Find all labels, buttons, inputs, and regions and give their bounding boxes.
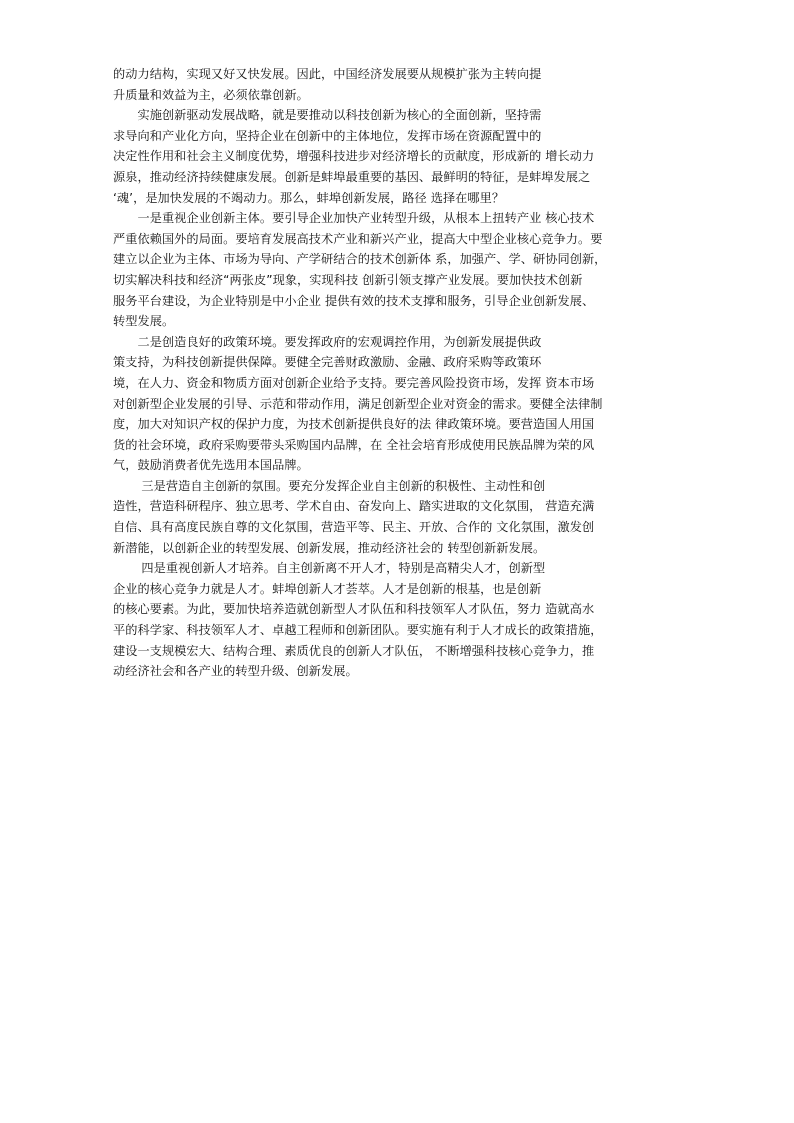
text-line: 自信、具有高度民族自尊的文化氛围，营造平等、民主、开放、合作的 文化氛围，激发创 <box>113 520 595 535</box>
text-line: 二是创造良好的政策环境。要发挥政府的宏观调控作用，为创新发展提供政 <box>113 334 542 349</box>
text-line: 建立以企业为主体、市场为导向、产学研结合的技术创新体 系，加强产、学、研协同创新， <box>113 252 607 267</box>
text-line: 切实解决科技和经济“两张皮”现象，实现科技 创新引领支撑产业发展。要加快技术创新 <box>113 272 583 287</box>
text-line: 平的科学家、科技领军人才、卓越工程师和创新团队。要实施有利于人才成长的政策措施， <box>113 623 603 638</box>
text-line: 企业的核心竞争力就是人才。蚌埠创新人才荟萃。人才是创新的根基，也是创新 <box>113 581 542 596</box>
text-line: 严重依赖国外的局面。要培育发展高技术产业和新兴产业，提高大中型企业核心竞争力。要 <box>113 231 603 246</box>
text-line: ‘魂’，是加快发展的不竭动力。那么，蚌埠创新发展，路径 选择在哪里？ <box>113 190 505 205</box>
text-line: 升质量和效益为主，必须依靠创新。 <box>113 87 309 102</box>
text-line: 源泉，推动经济持续健康发展。创新是蚌埠最重要的基因、最鲜明的特征，是蚌埠发展之 <box>113 169 591 184</box>
text-line: 新潜能，以创新企业的转型发展、创新发展，推动经济社会的 转型创新新发展。 <box>113 540 546 555</box>
text-line: 度，加大对知识产权的保护力度，为技术创新提供良好的法 律政策环境。要营造国人用国 <box>113 417 595 432</box>
text-line: 的动力结构，实现又好又快发展。因此，中国经济发展要从规模扩张为主转向提 <box>113 67 542 81</box>
text-line: 服务平台建设，为企业特别是中小企业 提供有效的技术支撑和服务，引导企业创新发展、 <box>113 293 595 308</box>
text-line: 转型发展。 <box>113 314 175 329</box>
text-line: 货的社会环境，政府采购要带头采购国内品牌，在 全社会培育形成使用民族品牌为荣的风 <box>113 437 595 452</box>
text-line: 气，鼓励消费者优先选用本国品牌。 <box>113 458 309 473</box>
text-line: 决定性作用和社会主义制度优势，增强科技进步对经济增长的贡献度，形成新的 增长动力 <box>113 149 595 164</box>
body-text <box>113 64 673 682</box>
text-line: 境，在人力、资金和物质方面对创新企业给予支持。要完善风险投资市场，发挥 资本市场 <box>113 375 595 390</box>
text-line: 对创新型企业发展的引导、示范和带动作用，满足创新型企业对资金的需求。要健全法律制 <box>113 396 603 411</box>
text-line: 动经济社会和各产业的转型升级、创新发展。 <box>113 664 358 679</box>
text-line: 的核心要素。为此，要加快培养造就创新型人才队伍和科技领军人才队伍，努力 造就高水 <box>113 602 595 617</box>
text-line: 建设一支规模宏大、结构合理、素质优良的创新人才队伍， 不断增强科技核心竞争力，推 <box>113 643 595 658</box>
text-line: 三是营造自主创新的氛围。要充分发挥企业自主创新的积极性、主动性和创 <box>113 478 546 493</box>
text-line: 策支持，为科技创新提供保障。要健全完善财政激励、金融、政府采购等政策环 <box>113 355 542 370</box>
text-line: 一是重视企业创新主体。要引导企业加快产业转型升级，从根本上扭转产业 核心技术 <box>113 211 595 226</box>
text-line: 实施创新驱动发展战略，就是要推动以科技创新为核心的全面创新，坚持需 <box>113 108 542 123</box>
text-line: 四是重视创新人才培养。自主创新离不开人才，特别是高精尖人才，创新型 <box>113 561 546 576</box>
text-line: 求导向和产业化方向，坚持企业在创新中的主体地位，发挥市场在资源配置中的 <box>113 128 542 143</box>
text-line: 造性，营造科研程序、独立思考、学术自由、奋发向上、踏实进取的文化氛围， 营造充满 <box>113 499 595 514</box>
